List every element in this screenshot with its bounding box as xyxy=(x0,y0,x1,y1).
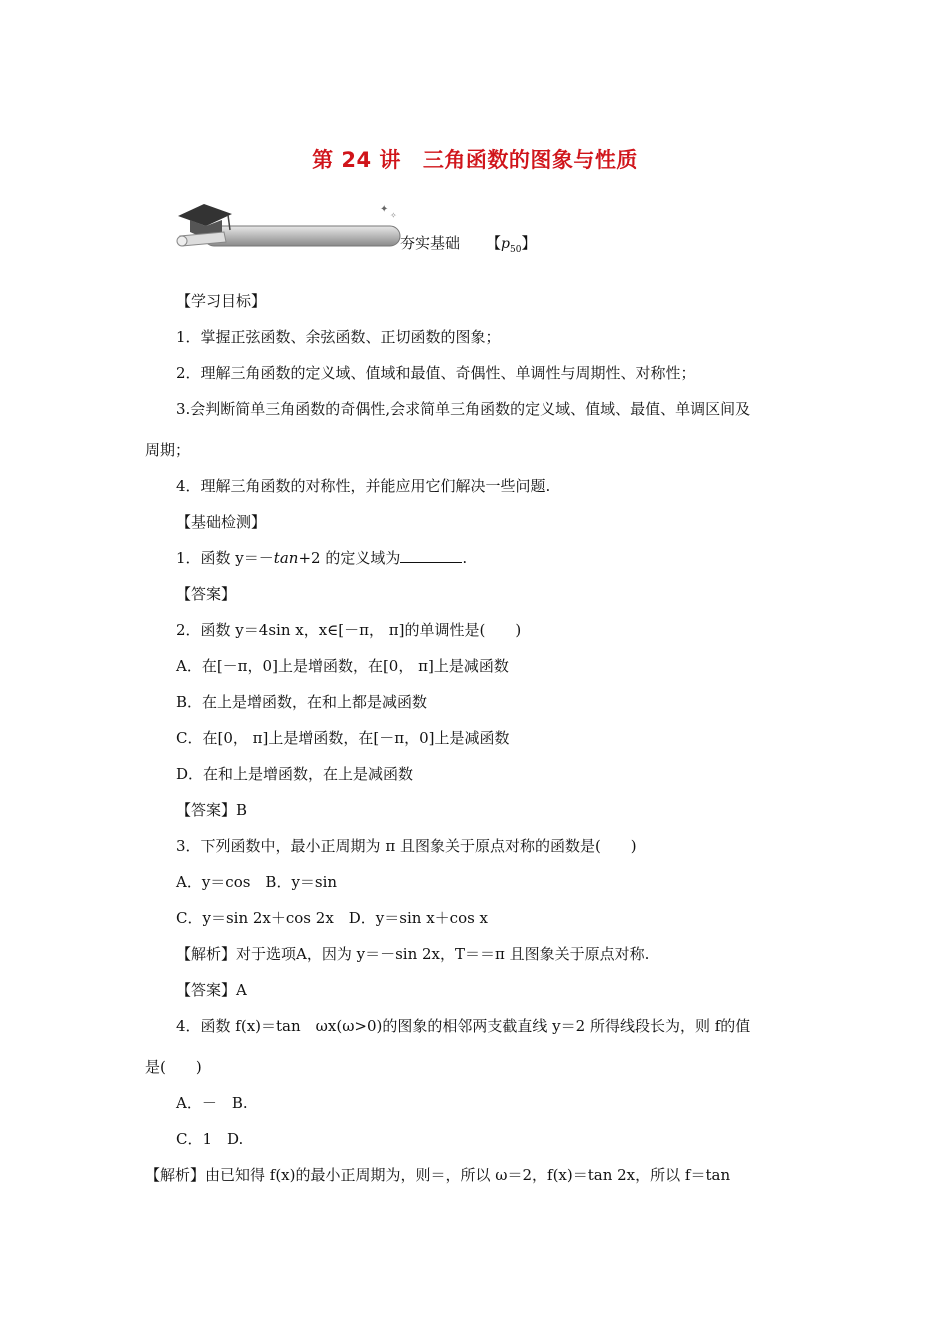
answer-3: 【答案】A xyxy=(176,981,247,999)
section-name: 夯实基础 xyxy=(400,234,461,252)
question-4-cont: 是( ) xyxy=(145,1058,202,1076)
q2-option-d: D．在和上是增函数，在上是减函数 xyxy=(176,765,414,783)
page-title xyxy=(0,144,950,174)
q2-option-c: C．在[0， π]上是增函数，在[－π，0]上是减函数 xyxy=(176,729,510,747)
q2-option-b: B．在上是增函数，在和上都是减函数 xyxy=(176,693,428,711)
q3-options-ab: A．y＝cos B．y＝sin xyxy=(176,873,338,891)
goal-3-cont: 周期； xyxy=(145,441,191,459)
analysis-4: 【解析】由已知得 f(x)的最小正周期为，则＝，所以 ω＝2，f(x)＝tan 2x，所以 f＝tan xyxy=(145,1166,731,1184)
lecture-number: 第 24 讲 xyxy=(312,148,401,172)
answer-1: 【答案】 xyxy=(176,585,237,603)
goal-3: 3.会判断简单三角函数的奇偶性,会求简单三角函数的定义域、值域、最值、单调区间及 xyxy=(176,400,751,418)
heading-basic-check: 【基础检测】 xyxy=(176,513,267,531)
section-label xyxy=(400,232,536,255)
heading-learning-goals: 【学习目标】 xyxy=(176,292,267,310)
question-1: 1．函数 y＝－tan+2 的定义域为 . xyxy=(176,549,468,567)
q4-options-ab: A．－ B. xyxy=(176,1094,248,1112)
q2-option-a: A．在[－π，0]上是增函数，在[0， π]上是减函数 xyxy=(176,657,509,675)
graduation-cap-banner-icon xyxy=(174,198,414,252)
goal-4: 4．理解三角函数的对称性，并能应用它们解决一些问题. xyxy=(176,477,551,495)
answer-blank xyxy=(400,548,462,563)
q3-options-cd: C．y＝sin 2x＋cos 2x D．y＝sin x＋cos x xyxy=(176,909,489,927)
svg-text:✦: ✦ xyxy=(380,204,389,215)
page-reference: 【$p_{50}$】 xyxy=(486,234,537,255)
goal-1: 1．掌握正弦函数、余弦函数、正切函数的图象； xyxy=(176,328,501,346)
question-3: 3．下列函数中，最小正周期为 π 且图象关于原点对称的函数是( ) xyxy=(176,837,637,855)
goal-2: 2．理解三角函数的定义域、值域和最值、奇偶性、单调性与周期性、对称性； xyxy=(176,364,696,382)
lecture-title: 三角函数的图象与性质 xyxy=(422,148,638,172)
svg-text:✧: ✧ xyxy=(390,211,397,220)
question-4: 4．函数 f(x)＝tan ωx(ω>0)的图象的相邻两支截直线 y＝2 所得线段长为，则 f的值 xyxy=(176,1017,751,1035)
q4-options-cd: C．1 D. xyxy=(176,1130,244,1148)
question-2: 2．函数 y＝4sin x，x∈[－π， π]的单调性是( ) xyxy=(176,621,522,639)
analysis-3: 【解析】对于选项A，因为 y＝－sin 2x，T＝＝π 且图象关于原点对称. xyxy=(176,945,650,963)
answer-2: 【答案】B xyxy=(176,801,248,819)
